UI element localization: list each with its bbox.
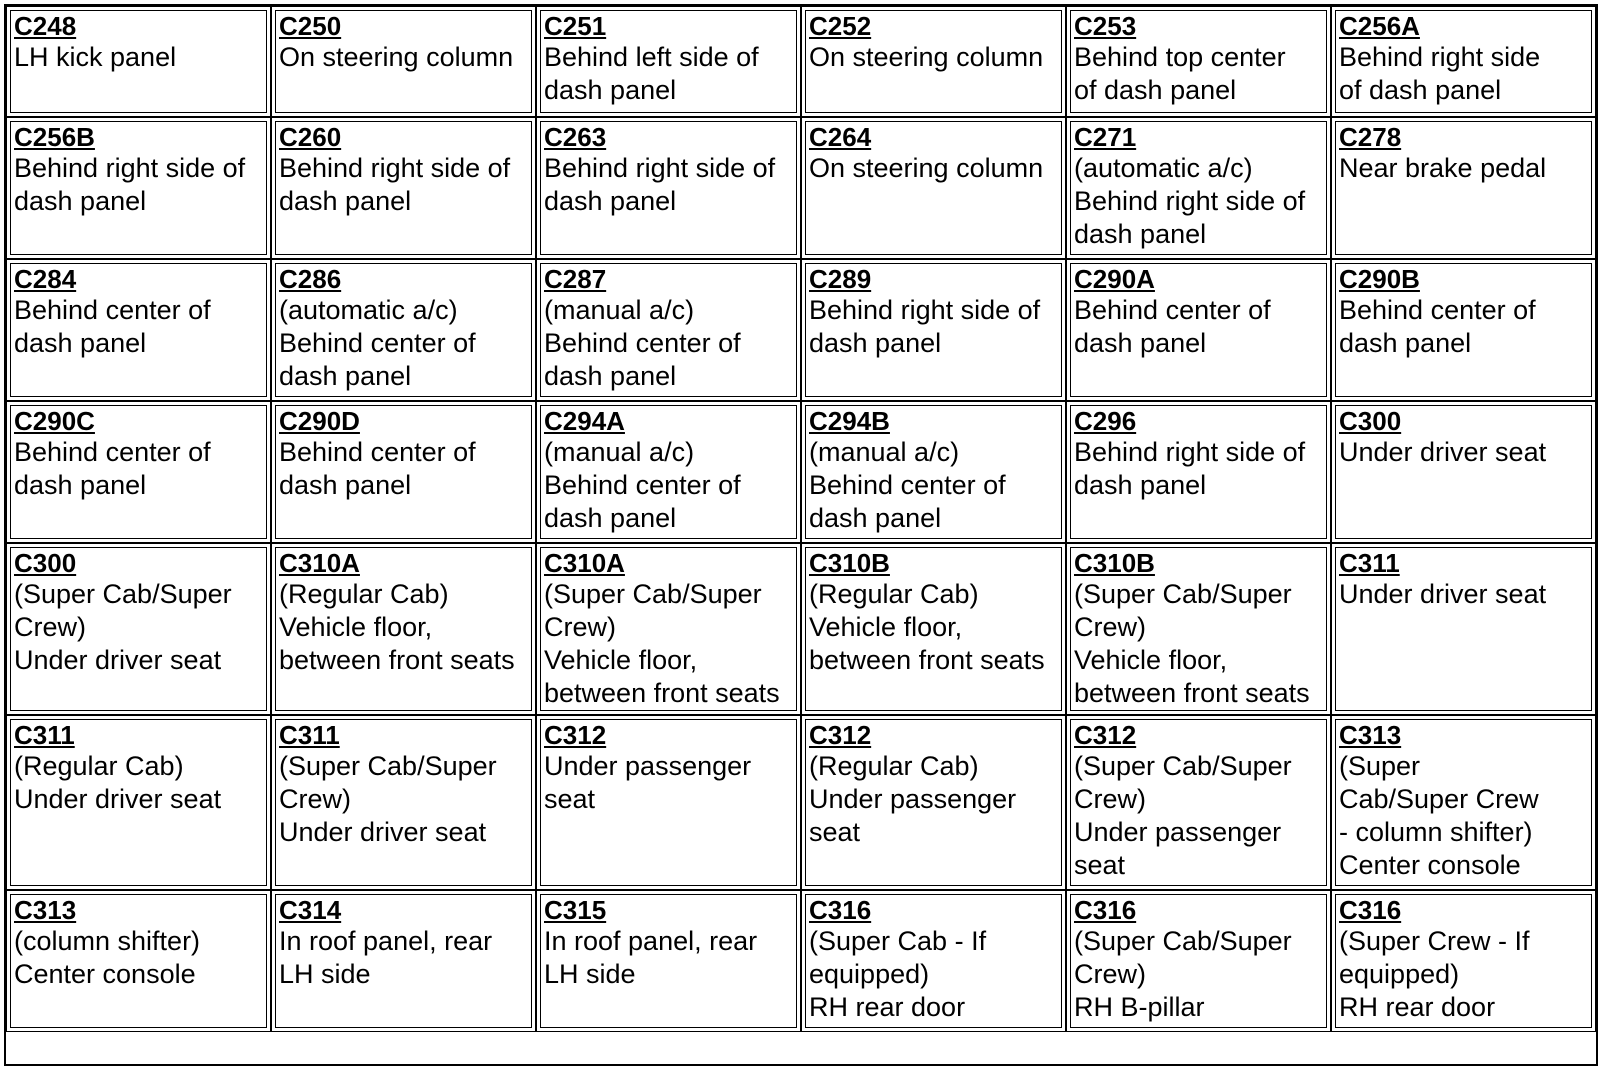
table-cell [1066,6,1331,117]
location-text: Under passenger [544,751,752,781]
connector-code: C260 [279,122,342,152]
location-text: Under passenger [1074,817,1282,847]
location-text: (Regular Cab) [809,751,979,781]
location-text: RH rear door [809,992,966,1022]
location-text: On steering column [279,42,514,72]
connector-code: C248 [14,11,77,41]
table-cell [801,890,1066,1032]
location-text: equipped) [1339,959,1460,989]
location-text: Behind right side of [544,153,776,183]
connector-code: C252 [809,11,872,41]
table-cell [271,259,536,401]
table-cell [536,401,801,543]
table-cell [1331,890,1596,1032]
table-cell [536,6,801,117]
location-text: Behind center of [14,437,211,467]
connector-code: C294B [809,406,890,436]
location-text: Vehicle floor, [279,612,433,642]
connector-code: C311 [14,720,75,750]
table-cell [271,890,536,1032]
location-text: of dash panel [1339,75,1502,105]
location-text: (automatic a/c) [279,295,458,325]
location-text: LH side [279,959,371,989]
location-text: dash panel [14,186,147,216]
location-text: dash panel [809,328,942,358]
location-text: equipped) [809,959,930,989]
connector-code: C312 [544,720,607,750]
location-text: (Super Crew - If [1339,926,1530,956]
table-cell [271,401,536,543]
location-text: Vehicle floor, [1074,645,1228,675]
location-text: dash panel [544,75,677,105]
location-text: of dash panel [1074,75,1237,105]
location-text: Vehicle floor, [809,612,963,642]
table-cell [271,117,536,259]
location-text: (Super Cab/Super [14,579,232,609]
location-text: Behind top center [1074,42,1286,72]
table-cell [271,715,536,890]
location-text: (Super Cab/Super [279,751,497,781]
connector-code: C263 [544,122,607,152]
location-text: Behind right side of [14,153,246,183]
location-text: Behind center of [544,470,741,500]
location-text: (Super Cab/Super [1074,751,1292,781]
location-text: Vehicle floor, [544,645,698,675]
connector-code: C250 [279,11,342,41]
table-cell [271,543,536,715]
location-text: (column shifter) [14,926,201,956]
location-text: Under driver seat [1339,579,1547,609]
connector-code: C278 [1339,122,1402,152]
table-cell [1066,890,1331,1032]
connector-code: C311 [279,720,340,750]
location-text: On steering column [809,153,1044,183]
connector-code: C294A [544,406,625,436]
table-cell [801,117,1066,259]
location-text: (manual a/c) [809,437,960,467]
location-text: dash panel [279,361,412,391]
table-cell [801,715,1066,890]
location-text: between front seats [544,678,780,708]
connector-code: C300 [1339,406,1402,436]
location-text: dash panel [1074,219,1207,249]
location-text: dash panel [544,503,677,533]
connector-code: C290A [1074,264,1155,294]
location-text: dash panel [279,186,412,216]
connector-code: C284 [14,264,77,294]
location-text: In roof panel, rear [544,926,758,956]
connector-code: C251 [544,11,607,41]
table-cell [6,117,271,259]
connector-code: C315 [544,895,607,925]
connector-code: C300 [14,548,77,578]
location-text: (automatic a/c) [1074,153,1253,183]
location-text: dash panel [1074,328,1207,358]
location-text: dash panel [1074,470,1207,500]
connector-code: C286 [279,264,342,294]
location-text: LH side [544,959,636,989]
table-cell [536,715,801,890]
location-text: (Super Cab/Super [1074,926,1292,956]
table-cell [801,543,1066,715]
location-text: Behind center of [544,328,741,358]
location-text: Behind center of [279,437,476,467]
location-text: Under driver seat [1339,437,1547,467]
location-text: Center console [14,959,196,989]
location-text: Behind right side of [1074,186,1306,216]
connector-code: C310B [1074,548,1155,578]
location-text: dash panel [544,186,677,216]
connector-code: C256B [14,122,95,152]
table-cell [1066,401,1331,543]
location-text: Cab/Super Crew [1339,784,1539,814]
location-text: Behind center of [809,470,1006,500]
location-text: (Regular Cab) [809,579,979,609]
location-text: seat [809,817,861,847]
location-text: Crew) [14,612,86,642]
location-text: Behind center of [1339,295,1536,325]
table-cell [1331,259,1596,401]
connector-code: C264 [809,122,872,152]
location-text: Behind right side of [809,295,1041,325]
table-cell [1331,6,1596,117]
table-cell [1066,117,1331,259]
connector-code: C289 [809,264,872,294]
connector-code: C314 [279,895,342,925]
location-text: Behind right side of [279,153,511,183]
connector-code: C290B [1339,264,1420,294]
table-cell [6,715,271,890]
table-cell [1331,401,1596,543]
location-text: Under driver seat [14,645,222,675]
location-text: Behind right side of [1074,437,1306,467]
connector-code: C287 [544,264,607,294]
connector-code: C313 [1339,720,1402,750]
connector-code: C313 [14,895,77,925]
table-cell [1066,543,1331,715]
connector-code: C316 [1339,895,1402,925]
location-text: Crew) [1074,784,1146,814]
location-text: Crew) [544,612,616,642]
location-text: Behind left side of [544,42,759,72]
location-text: (manual a/c) [544,295,695,325]
location-text: Crew) [1074,612,1146,642]
table-cell [6,890,271,1032]
location-text: (Super [1339,751,1421,781]
table-cell [6,401,271,543]
table-cell [1066,715,1331,890]
connector-code: C316 [1074,895,1137,925]
location-text: Crew) [1074,959,1146,989]
connector-code: C310A [279,548,360,578]
table-cell [801,259,1066,401]
table-cell [536,890,801,1032]
location-text: Behind right side [1339,42,1541,72]
location-text: dash panel [279,470,412,500]
location-text: - column shifter) [1339,817,1533,847]
location-text: dash panel [14,328,147,358]
location-text: (Super Cab/Super [544,579,762,609]
connector-code: C296 [1074,406,1137,436]
connector-code: C310A [544,548,625,578]
table-cell [271,6,536,117]
table-cell [536,543,801,715]
location-text: (Super Cab/Super [1074,579,1292,609]
location-text: (Regular Cab) [279,579,449,609]
location-text: between front seats [1074,678,1310,708]
location-text: between front seats [809,645,1045,675]
table-cell [801,401,1066,543]
location-text: seat [544,784,596,814]
location-text: dash panel [14,470,147,500]
location-text: between front seats [279,645,515,675]
location-text: Center console [1339,850,1521,880]
location-text: In roof panel, rear [279,926,493,956]
location-text: Behind center of [14,295,211,325]
location-text: Near brake pedal [1339,153,1547,183]
connector-code: C256A [1339,11,1420,41]
location-text: seat [1074,850,1126,880]
location-text: RH B-pillar [1074,992,1205,1022]
table-cell [801,6,1066,117]
table-cell [536,117,801,259]
table-cell [1331,543,1596,715]
connector-location-table [4,4,1598,1066]
connector-code: C290C [14,406,95,436]
location-text: RH rear door [1339,992,1496,1022]
connector-code: C290D [279,406,360,436]
connector-code: C312 [809,720,872,750]
connector-code: C310B [809,548,890,578]
table-cell [6,543,271,715]
table-cell [536,259,801,401]
location-text: LH kick panel [14,42,177,72]
connector-code: C316 [809,895,872,925]
location-text: Under passenger [809,784,1017,814]
location-text: (Super Cab - If [809,926,987,956]
connector-code: C312 [1074,720,1137,750]
connector-code: C311 [1339,548,1400,578]
location-text: (Regular Cab) [14,751,184,781]
location-text: Behind center of [1074,295,1271,325]
connector-code: C253 [1074,11,1137,41]
location-text: On steering column [809,42,1044,72]
location-text: Under driver seat [14,784,222,814]
location-text: Crew) [279,784,351,814]
table-cell [1066,259,1331,401]
location-text: dash panel [1339,328,1472,358]
table-cell [6,259,271,401]
location-text: dash panel [544,361,677,391]
location-text: (manual a/c) [544,437,695,467]
connector-code: C271 [1074,122,1137,152]
table-cell [1331,715,1596,890]
location-text: Behind center of [279,328,476,358]
table-cell [1331,117,1596,259]
location-text: dash panel [809,503,942,533]
table-cell [6,6,271,117]
location-text: Under driver seat [279,817,487,847]
